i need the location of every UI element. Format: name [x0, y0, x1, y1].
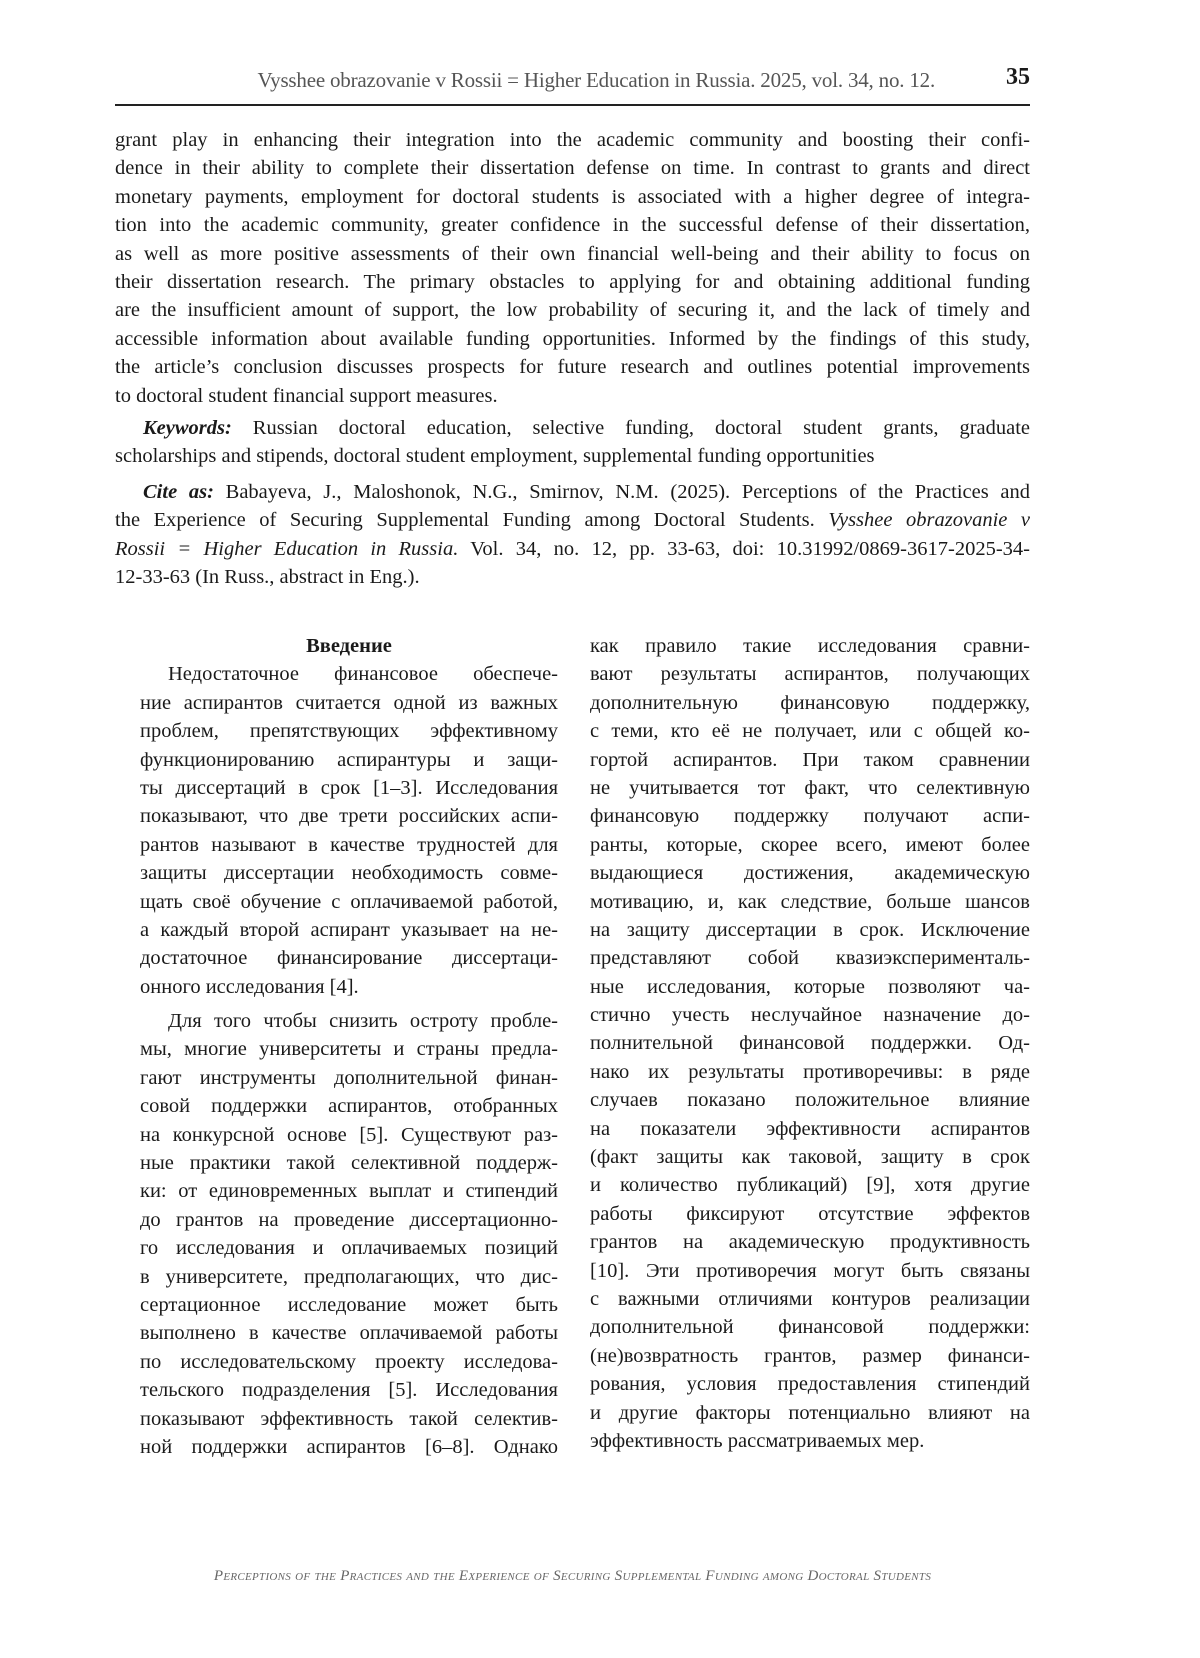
text-line: сертационное исследование может быть — [140, 1293, 558, 1316]
text-line: на защиту диссертации в срок. Исключение — [590, 918, 1030, 941]
text-line: [10]. Эти противоречия могут быть связаны — [590, 1259, 1030, 1282]
text-line: представляют собой квазиэксперименталь- — [590, 947, 1030, 970]
text-line: дополнительной финансовой поддержки: — [590, 1316, 1030, 1339]
text-line: тельского подразделения [5]. Исследования — [140, 1379, 558, 1402]
text-line: онного исследования [4]. — [140, 975, 359, 998]
page-number: 35 — [1006, 64, 1030, 90]
text-line: и количество публикаций) [9], хотя другие — [590, 1174, 1030, 1197]
text-line: дополнительную финансовую поддержку, — [590, 691, 1030, 714]
text-line: на показатели эффективности аспирантов — [590, 1117, 1030, 1140]
running-header — [115, 60, 1030, 106]
left-column — [140, 632, 558, 1461]
text-line: показывают эффективность такой селектив- — [140, 1407, 558, 1430]
text-line: грантов на академическую продуктивность — [590, 1231, 1030, 1254]
cite-journal: Rossii = Higher Education in Russia. — [115, 537, 459, 560]
text-line: полнительной финансовой поддержки. Од- — [590, 1032, 1030, 1055]
text-line: the article’s conclusion discusses prospects for future research and outlines potential improvements — [115, 356, 1030, 379]
cite-journal: Vysshee obrazovanie v — [828, 509, 1031, 532]
text-line: достаточное финансирование диссертаци- — [140, 947, 558, 970]
text-line: grant play in enhancing their integration into the academic community and boosting their confi- — [115, 129, 1030, 151]
text-line: проблем, препятствующих эффективному — [140, 720, 558, 743]
text-line: в университете, предполагающих, что дис- — [140, 1265, 558, 1288]
text-line: щать своё обучение с оплачиваемой работой, — [140, 890, 558, 913]
citation — [115, 478, 1030, 592]
text-line: финансовую поддержку получают аспи- — [590, 805, 1030, 828]
text-line: мы, многие университеты и страны предла- — [140, 1038, 558, 1061]
text-line: гортой аспирантов. При таком сравнении — [590, 748, 1030, 771]
cite-text: the Experience of Securing Supplemental Funding among Doctoral Students. — [115, 509, 815, 532]
text-line: as well as more positive assessments of their own financial well-being and their ability to focus on — [115, 242, 1030, 265]
text-line: ние аспирантов считается одной из важных — [140, 691, 558, 714]
cite-label: Cite as: — [143, 481, 214, 503]
text-line: совой поддержки аспирантов, отобранных — [140, 1095, 558, 1118]
text-line: monetary payments, employment for doctoral students is associated with a higher degree of integra- — [115, 185, 1030, 208]
text-line: ной поддержки аспирантов [6–8]. Однако — [140, 1435, 558, 1458]
right-column — [590, 632, 1030, 1455]
text-line: выдающиеся достижения, академическую — [590, 862, 1030, 885]
text-line: как правило такие исследования сравни- — [590, 635, 1030, 657]
cite-text: 12-33-63 (In Russ., abstract in Eng.). — [115, 566, 420, 589]
text-line: ранты, которые, скорее всего, имеют более — [590, 833, 1030, 856]
text-line: their dissertation research. The primary obstacles to applying for and obtaining additional funding — [115, 270, 1030, 293]
text-line: выполнено в качестве оплачиваемой работы — [140, 1322, 558, 1345]
text-line: до грантов на проведение диссертационно- — [140, 1208, 558, 1231]
text-line: не учитывается тот факт, что селективную — [590, 776, 1030, 799]
text-line: accessible information about available funding opportunities. Informed by the findings of this study, — [115, 327, 1030, 350]
text-line: с теми, кто её не получает, или с общей ко- — [590, 720, 1030, 743]
text-line: рования, условия предоставления стипендий — [590, 1373, 1030, 1396]
text-line: Для того чтобы снизить остроту пробле- — [168, 1010, 558, 1033]
text-line: вают результаты аспирантов, получающих — [590, 663, 1030, 686]
text-line: (факт защиты как таковой, защиту в срок — [590, 1146, 1030, 1169]
text-line: Недостаточное финансовое обеспече- — [168, 663, 558, 686]
running-footer: Perceptions of the Practices and the Experience of Securing Supplemental Funding among Doctoral Students — [213, 1568, 932, 1584]
cite-text: Babayeva, J., Maloshonok, N.G., Smirnov, N.M. (2025). Perceptions of the Practices and — [225, 481, 1031, 503]
cite-text: Vol. 34, no. 12, pp. 33-63, doi: 10.31992/0869-3617-2025-34- — [470, 537, 1030, 560]
abstract — [115, 126, 1030, 410]
keywords-text: scholarships and stipends, doctoral student employment, supplemental funding opportunities — [115, 445, 875, 468]
text-line: dence in their ability to complete their dissertation defense on time. In contrast to grants and direct — [115, 157, 1030, 180]
text-line: и другие факторы потенциально влияют на — [590, 1401, 1030, 1424]
text-line: показывают, что две трети российских аспи- — [140, 805, 558, 828]
text-line: (не)возвратность грантов, размер финанси- — [590, 1344, 1030, 1367]
text-line: ты диссертаций в срок [1–3]. Исследования — [140, 776, 558, 799]
text-line: tion into the academic community, greater confidence in the successful defense of their dissertation, — [115, 214, 1030, 237]
keywords — [115, 414, 1030, 471]
text-line: ные практики такой селективной поддерж- — [140, 1152, 558, 1175]
text-line: а каждый второй аспирант указывает на не- — [140, 918, 558, 941]
text-line: случаев показано положительное влияние — [590, 1089, 1030, 1112]
text-line: ные исследования, которые позволяют ча- — [590, 975, 1030, 998]
text-line: защиты диссертации необходимость совме- — [140, 862, 558, 885]
section-heading: Введение — [306, 635, 392, 657]
text-line: на конкурсной основе [5]. Существуют раз- — [140, 1123, 558, 1146]
text-line: мотивацию, и, как следствие, больше шансов — [590, 890, 1030, 913]
text-line: нако их результаты противоречивы: в ряде — [590, 1060, 1030, 1083]
text-line: ки: от единовременных выплат и стипендий — [140, 1180, 558, 1203]
text-line: с важными отличиями контуров реализации — [590, 1287, 1030, 1310]
text-line: функционированию аспирантуры и защи- — [140, 748, 558, 771]
keywords-label: Keywords: — [143, 417, 232, 439]
text-line: гают инструменты дополнительной финан- — [140, 1066, 558, 1089]
text-line: го исследования и оплачиваемых позиций — [140, 1237, 558, 1260]
text-line: по исследовательскому проекту исследова- — [140, 1350, 558, 1373]
text-line: работы фиксируют отсутствие эффектов — [590, 1202, 1030, 1225]
keywords-text: Russian doctoral education, selective funding, doctoral student grants, graduate — [252, 417, 1031, 439]
text-line: рантов называют в качестве трудностей для — [140, 833, 558, 856]
journal-title: Vysshee obrazovanie v Rossii = Higher Education in Russia. 2025, vol. 34, no. 12. — [257, 68, 935, 92]
text-line: are the insufficient amount of support, the low probability of securing it, and the lack of timely and — [115, 299, 1030, 322]
text-line: эффективность рассматриваемых мер. — [590, 1429, 925, 1452]
text-line: стично учесть неслучайное назначение до- — [590, 1004, 1030, 1027]
text-line: to doctoral student financial support measures. — [115, 384, 498, 407]
